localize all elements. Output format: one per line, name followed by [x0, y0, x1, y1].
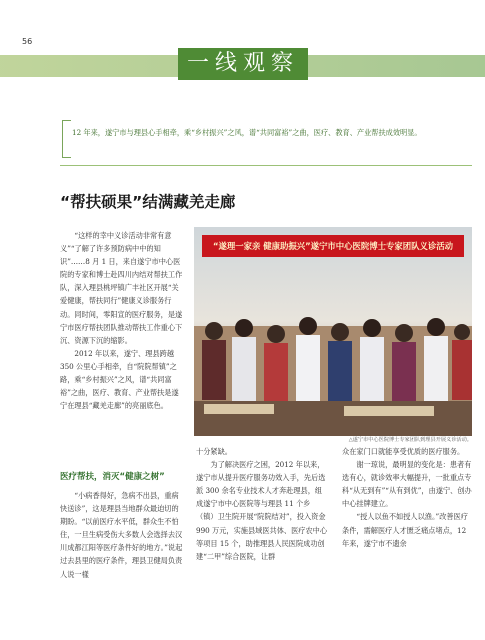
paragraph: “授人以鱼不如授人以渔。”改善医疗条件，需解医疗人才匮乏痛点堵点，12 年来，遂宁市不遗余 [342, 512, 468, 548]
photo-banner: “遂理一家亲 健康助振兴”遂宁市中心医院博士专家团队义诊活动 [202, 235, 464, 257]
section-title: 一线观察 [178, 48, 308, 80]
crowd-illustration [194, 286, 472, 436]
column-2 [196, 445, 328, 563]
column-3 [342, 445, 472, 550]
paragraph: 众在家门口就能享受优质的医疗服务。 [342, 447, 465, 456]
paragraph: 谢一琼说，最明显的变化是：患者有选有心，就诊效率大幅提升，一批重点专科“从无到有”“从有到优”，由遂宁、创办中心挂牌建立。 [342, 460, 472, 509]
intro-text: 12 年来，遂宁市与理县心手相牵，乘“乡村振兴”之风，谱“共同富裕”之曲，医疗、教育、产业帮扶成效明显。 [72, 128, 422, 137]
paragraph: “小病香得好，急病不出县，重病快送诊”，这是理县当地群众最迫切的期盼。“以前医疗水平低，群众生不怕住，一旦生病受伤大多数人会选择去汉川成都江阳等医疗条件好的地方。”说起过去县里的医疗条件，理县卫健局负责人说一樣 [60, 491, 183, 579]
page-number: 56 [22, 37, 33, 46]
column-1-top [60, 229, 184, 412]
paragraph: 十分紧缺。 [196, 447, 232, 456]
article-headline: “帮扶硕果”结满藏羌走廊 [60, 193, 236, 211]
paragraph: “这样的幸中义诊活动非常有意义”“了解了许多预防病中中的知识”……8 月 1 日，来自遂宁市中心医院的专家和博士赴四川内结对帮扶工作队，深入理县桃坪镇广丰社区开展“关爱健康，帮扶同行”健康义诊服务行动。同时间，零阳宣的医疗服务，是遂宁市医疗帮扶团队推动帮扶工作重心下沉、资源下沉的缩影。 [60, 231, 183, 345]
subheading: 医疗帮扶，消灭“健康之树” [60, 472, 165, 482]
intro-bracket [62, 120, 71, 158]
column-1-bottom [60, 489, 184, 581]
paragraph: 2012 年以来，遂宁、理县跨越 350 公里心手相牵，自“院院帮镇”之路，乘“乡村振兴”之风，谱“共同富裕”之曲，医疗、教育、产业帮扶是遂宁在理县“藏羌走廊”的亮丽底色。 [60, 348, 179, 411]
event-photo [194, 227, 472, 436]
photo-caption: △遂宁市中心医院博士专家团队到理县开展义诊活动。 [348, 437, 472, 443]
divider [60, 165, 472, 166]
paragraph: 为了解决医疗之困，2012 年以来，遂宁市从提升医疗服务功效入手，先后选派 300 余名专业技术人才奔赴理县，组成遂宁市中心医院等与理县 11 个乡（镇）卫生院开展“院院结对”，投入资金 990 万元，实施县域医共体、医疗农中心等项目 15 个，助推理县人民医院成功创建“二甲”综合医院，让群 [196, 460, 328, 561]
